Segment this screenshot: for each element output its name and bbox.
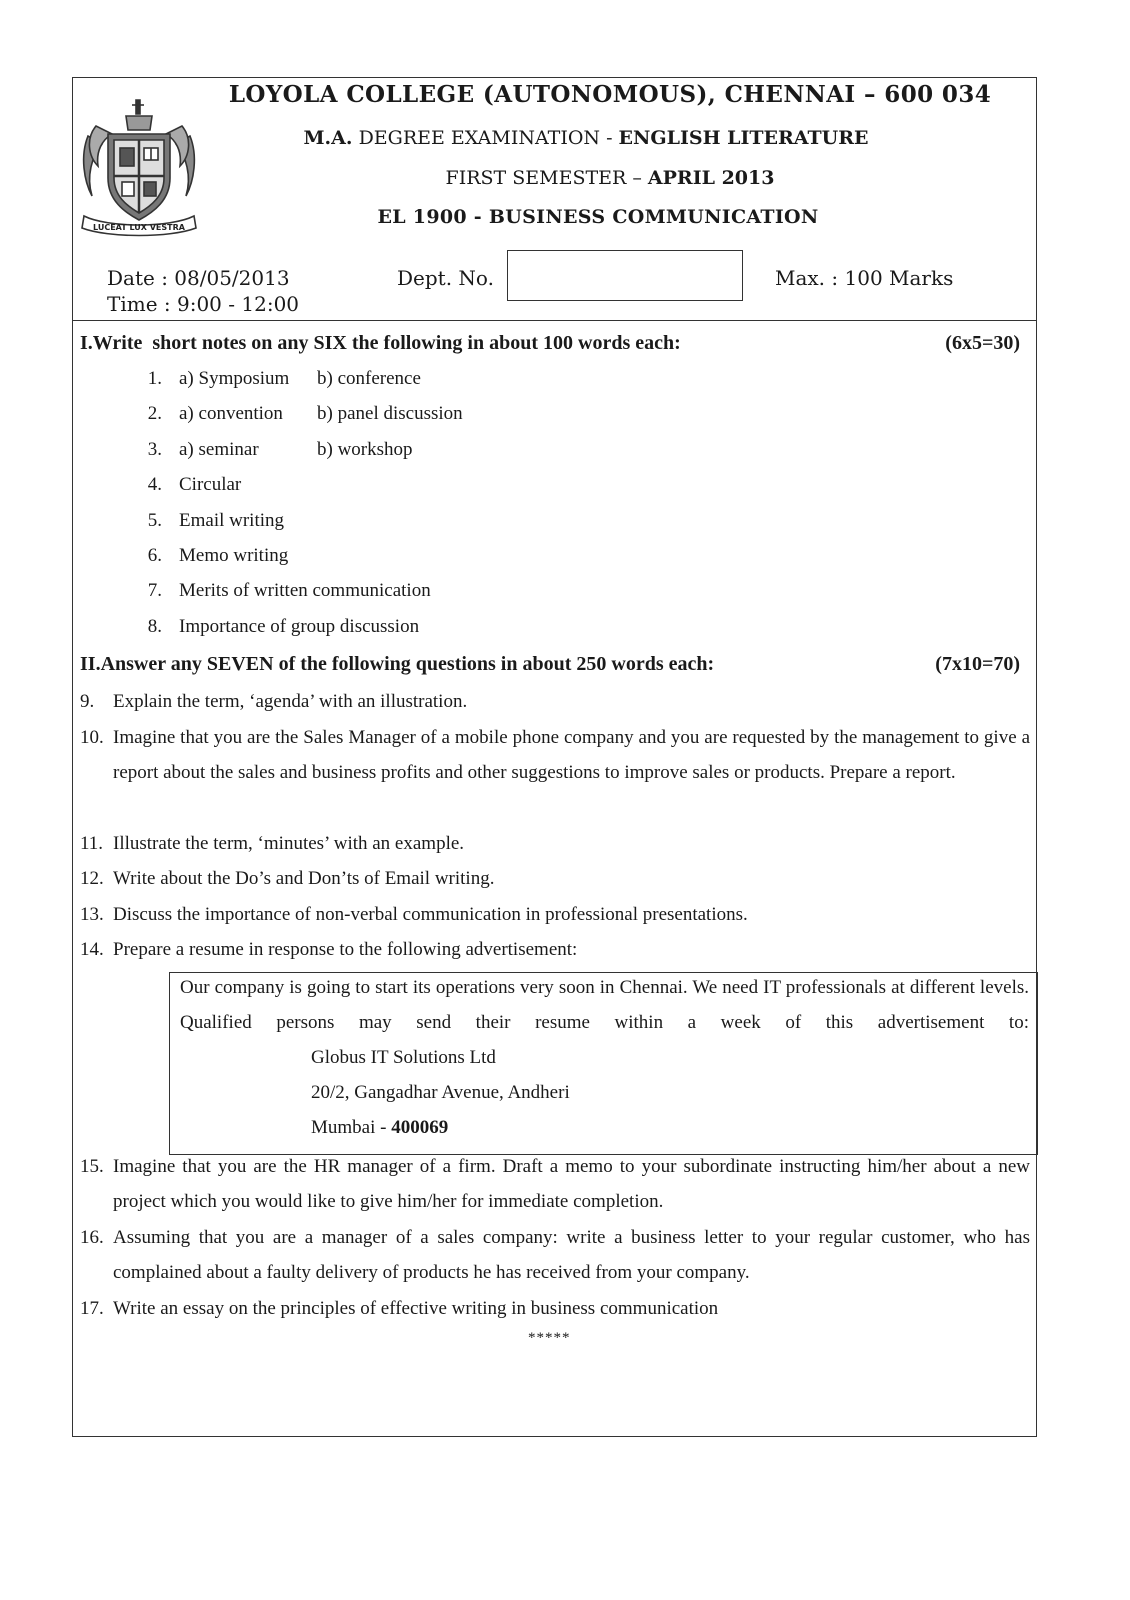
question-text: Explain the term, ‘agenda’ with an illustration. [113,691,468,712]
item-a: Memo writing [179,544,289,566]
item-a: a) convention [179,403,283,425]
question-text: Discuss the importance of non-verbal communication in professional presentations. [113,904,748,925]
item-a: Circular [179,474,242,496]
question-number: 17. [80,1298,104,1319]
question-14 [80,932,1030,967]
advert-pincode: 400069 [391,1117,449,1138]
item-b: b) panel discussion [317,403,463,425]
advert-address-city [311,1117,448,1139]
advertisement-text: Our company is going to start its operations very soon in Chennai. We need IT professionals at different levels. Qualified persons may send their resume within a week of this advertisement to: [180,977,1029,1034]
question-12 [80,861,1030,896]
degree-exam-label: DEGREE EXAMINATION - [352,127,619,149]
question-text: Assuming that you are a manager of a sales company: write a business letter to your regular customer, who has complained about a faulty delivery of products he has received from your company. [113,1227,1030,1284]
item-number: 7. [147,580,162,602]
item-number: 4. [147,474,162,496]
degree-line [136,127,1036,149]
question-number: 12. [80,868,104,889]
exam-date: Date : 08/05/2013 [107,266,290,290]
header-divider [72,320,1037,321]
question-16 [80,1220,1030,1291]
degree-subject: ENGLISH LITERATURE [618,127,869,149]
advert-address-street: 20/2, Gangadhar Avenue, Andheri [311,1082,570,1103]
max-marks: Max. : 100 Marks [775,266,954,290]
item-number: 2. [147,403,162,425]
course-title: EL 1900 - BUSINESS COMMUNICATION [377,206,819,228]
question-13 [80,897,1030,932]
item-a: a) Symposium [179,368,290,389]
item-number: 1. [147,368,162,389]
question-number: 13. [80,904,104,925]
question-11 [80,826,1030,861]
question-9 [80,684,1030,719]
part2-heading: II.Answer any SEVEN of the following questions in about 250 words each: [80,653,715,675]
part1-heading-row [80,332,1020,355]
item-a: Merits of written communication [179,580,431,602]
item-number: 8. [147,615,162,637]
item-a: a) seminar [179,438,259,460]
item-number: 5. [147,509,162,531]
dept-no-box [507,250,743,301]
question-number: 15. [80,1156,104,1177]
advert-city: Mumbai - [311,1117,392,1138]
question-text: Illustrate the term, ‘minutes’ with an example. [113,833,465,854]
part1-heading: I.Write short notes on any SIX the following in about 100 words each: [80,332,681,354]
part2-marks: (7x10=70) [935,653,1020,675]
question-number: 16. [80,1227,104,1248]
item-a: Importance of group discussion [179,615,420,637]
question-number: 10. [80,727,104,748]
question-text: Write an essay on the principles of effective writing in business communication [113,1298,719,1319]
question-text: Imagine that you are the HR manager of a firm. Draft a memo to your subordinate instructing him/her about a new project which you would like to give him/her for immediate completion. [113,1156,1030,1213]
part2-heading-row [80,653,1020,676]
part1-marks: (6x5=30) [945,332,1020,354]
question-text: Imagine that you are the Sales Manager of a mobile phone company and you are requested by the management to give a report about the sales and business profits and other suggestions to improve sales or products. Prepare a report. [113,727,1030,784]
question-text: Prepare a resume in response to the following advertisement: [113,939,578,960]
item-number: 6. [147,544,162,566]
item-a: Email writing [179,509,285,531]
question-number: 14. [80,939,104,960]
question-number: 11. [80,833,104,854]
item-number: 3. [147,438,162,460]
exam-time: Time : 9:00 - 12:00 [107,292,300,316]
advert-address-company: Globus IT Solutions Ltd [311,1047,496,1068]
dept-no-label: Dept. No. [397,266,494,290]
question-text: Write about the Do’s and Don’ts of Email writing. [113,868,495,889]
question-17 [80,1291,1030,1326]
semester-line [130,167,1090,189]
question-10 [80,720,1030,791]
semester-label: FIRST SEMESTER – [445,167,648,189]
item-b: b) workshop [317,438,413,460]
question-15 [80,1149,1030,1220]
degree-name: M.A. [303,127,353,149]
item-b: b) conference [317,368,421,389]
semester-date: APRIL 2013 [647,167,775,189]
college-name: LOYOLA COLLEGE (AUTONOMOUS), CHENNAI – 600 034 [228,81,992,108]
question-number: 9. [80,691,95,712]
end-of-paper-mark: ***** [528,1330,571,1346]
crest-motto: LUCEAT LUX VESTRA [93,223,185,232]
